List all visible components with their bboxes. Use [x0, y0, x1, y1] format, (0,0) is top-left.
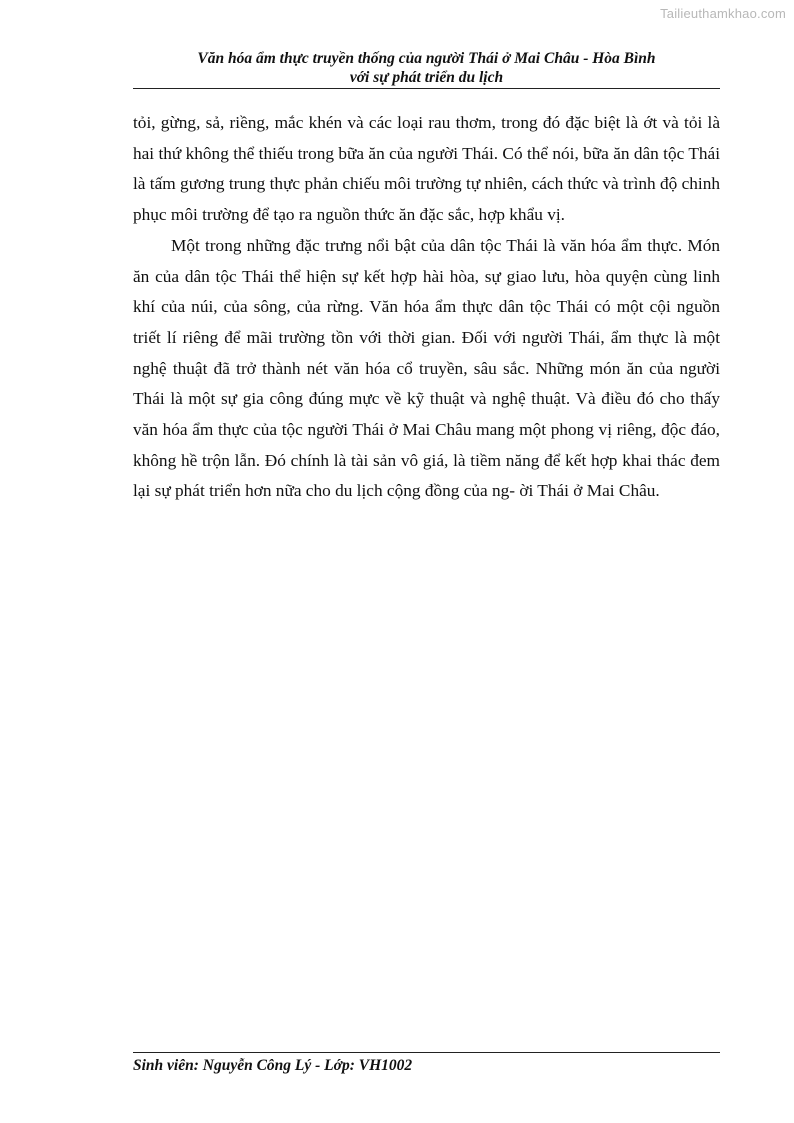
footer-divider [133, 1052, 720, 1053]
header-title-line1: Văn hóa ẩm thực truyền thống của người Thái ở Mai Châu - Hòa Bình [197, 50, 656, 67]
page-body [133, 108, 720, 507]
watermark-text: Tailieuthamkhao.com [660, 6, 786, 21]
running-header [133, 49, 720, 87]
body-paragraph-1: tỏi, gừng, sả, riềng, mắc khén và các loại rau thơm, trong đó đặc biệt là ớt và tỏi là hai thứ không thể thiếu trong bữa ăn của người Thái. Có thể nói, bữa ăn dân tộc Thái là tấm gương trung thực phản chiếu môi trường tự nhiên, cách thức và trình độ chinh phục môi trường để tạo ra nguồn thức ăn đặc sắc, hợp khẩu vị. [133, 113, 720, 225]
body-paragraph-2: Một trong những đặc trưng nổi bật của dân tộc Thái là văn hóa ẩm thực. Món ăn của dân tộc Thái thể hiện sự kết hợp hài hòa, sự giao lưu, hòa quyện cùng linh khí của núi, của sông, của rừng. Văn hóa ẩm thực dân tộc Thái có một cội nguồn triết lí riêng để mãi trường tồn với thời gian. Đối với người Thái, ẩm thực là một nghệ thuật đã trở thành nét văn hóa cổ truyền, sâu sắc. Những món ăn của người Thái là một sự gia công đúng mực về kỹ thuật và nghệ thuật. Và điều đó cho thấy văn hóa ẩm thực của tộc người Thái ở Mai Châu mang một phong vị riêng, độc đáo, không hề trộn lẫn. Đó chính là tài sản vô giá, là tiềm năng để kết hợp khai thác đem lại sự phát triển hơn nữa cho du lịch cộng đồng của ng- ời Thái ở Mai Châu. [133, 235, 720, 501]
footer-student-info: Sinh viên: Nguyễn Công Lý - Lớp: VH1002 [133, 1057, 413, 1074]
header-divider [133, 88, 720, 89]
header-title-line2: với sự phát triển du lịch [349, 69, 504, 86]
